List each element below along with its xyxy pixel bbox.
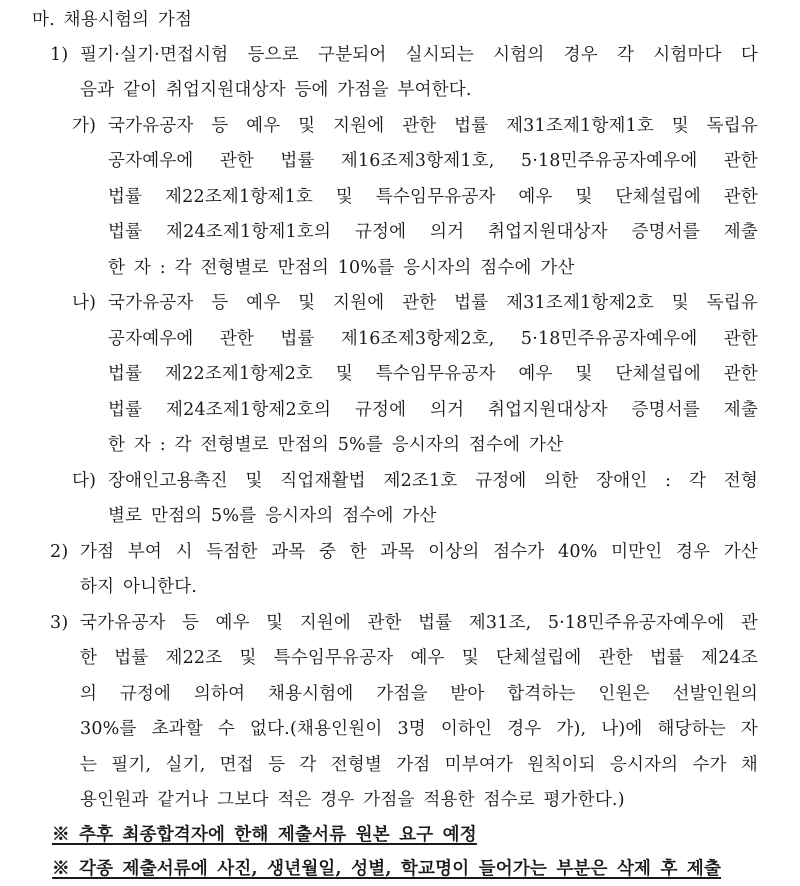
subitem-na-line-4: 법률 제24조제1항제2호의 규정에 의거 취업지원대상자 증명서를 제출 xyxy=(108,400,758,420)
subitem-da-line-1: 장애인고용촉진 및 직업재활법 제2조1호 규정에 의한 장애인 : 각 전형 xyxy=(108,471,758,491)
item-1-line-1: 필기·실기·면접시험 등으로 구분되어 실시되는 시험의 경우 각 시험마다 다 xyxy=(80,45,758,65)
item-3-line-5: 는 필기, 실기, 면접 등 각 전형별 가점 미부여가 원칙이되 응시자의 수가 채 xyxy=(80,755,758,775)
subitem-na-marker: 나) xyxy=(72,293,97,313)
subitem-na-line-1: 국가유공자 등 예우 및 지원에 관한 법률 제31조제1항제2호 및 독립유 xyxy=(108,293,758,313)
subitem-na-line-2: 공자예우에 관한 법률 제16조제3항제2호, 5·18민주유공자예우에 관한 xyxy=(108,329,758,349)
subitem-na-line-5: 한 자 : 각 전형별로 만점의 5%를 응시자의 점수에 가산 xyxy=(108,435,564,455)
subitem-ga-line-3: 법률 제22조제1항제1호 및 특수임무유공자 예우 및 단체설립에 관한 xyxy=(108,187,758,207)
item-2-line-1: 가점 부여 시 득점한 과목 중 한 과목 이상의 점수가 40% 미만인 경우 가산 xyxy=(80,542,758,562)
item-2-line-2: 하지 아니한다. xyxy=(80,577,198,597)
item-1-line-2: 음과 같이 취업지원대상자 등에 가점을 부여한다. xyxy=(80,80,472,100)
note-original-documents: ※ 추후 최종합격자에 한해 제출서류 원본 요구 예정 xyxy=(52,825,477,845)
subitem-da-line-2: 별로 만점의 5%를 응시자의 점수에 가산 xyxy=(108,506,437,526)
item-3-line-4: 30%를 초과할 수 없다.(채용인원이 3명 이하인 경우 가), 나)에 해당하는 자 xyxy=(80,719,758,739)
item-3-line-6: 용인원과 같거나 그보다 적은 경우 가점을 적용한 점수로 평가한다.) xyxy=(80,790,625,810)
subitem-ga-marker: 가) xyxy=(72,116,97,136)
item-2-marker: 2) xyxy=(50,542,69,562)
item-3-line-2: 한 법률 제22조 및 특수임무유공자 예우 및 단체설립에 관한 법률 제24조 xyxy=(80,648,758,668)
subitem-na-line-3: 법률 제22조제1항제2호 및 특수임무유공자 예우 및 단체설립에 관한 xyxy=(108,364,758,384)
item-3-line-3: 의 규정에 의하여 채용시험에 가점을 받아 합격하는 인원은 선발인원의 xyxy=(80,684,758,704)
subitem-ga-line-2: 공자예우에 관한 법률 제16조제3항제1호, 5·18민주유공자예우에 관한 xyxy=(108,151,758,171)
subitem-ga-line-4: 법률 제24조제1항제1호의 규정에 의거 취업지원대상자 증명서를 제출 xyxy=(108,222,758,242)
note-remove-personal-info: ※ 각종 제출서류에 사진, 생년월일, 성별, 학교명이 들어가는 부분은 삭제 후 제출 xyxy=(52,859,722,879)
section-heading: 마. 채용시험의 가점 xyxy=(32,10,193,30)
subitem-ga-line-1: 국가유공자 등 예우 및 지원에 관한 법률 제31조제1항제1호 및 독립유 xyxy=(108,116,758,136)
item-3-line-1: 국가유공자 등 예우 및 지원에 관한 법률 제31조, 5·18민주유공자예우에 관 xyxy=(80,613,758,633)
subitem-da-marker: 다) xyxy=(72,471,97,491)
item-3-marker: 3) xyxy=(50,613,69,633)
subitem-ga-line-5: 한 자 : 각 전형별로 만점의 10%를 응시자의 점수에 가산 xyxy=(108,258,575,278)
item-1-marker: 1) xyxy=(50,45,69,65)
